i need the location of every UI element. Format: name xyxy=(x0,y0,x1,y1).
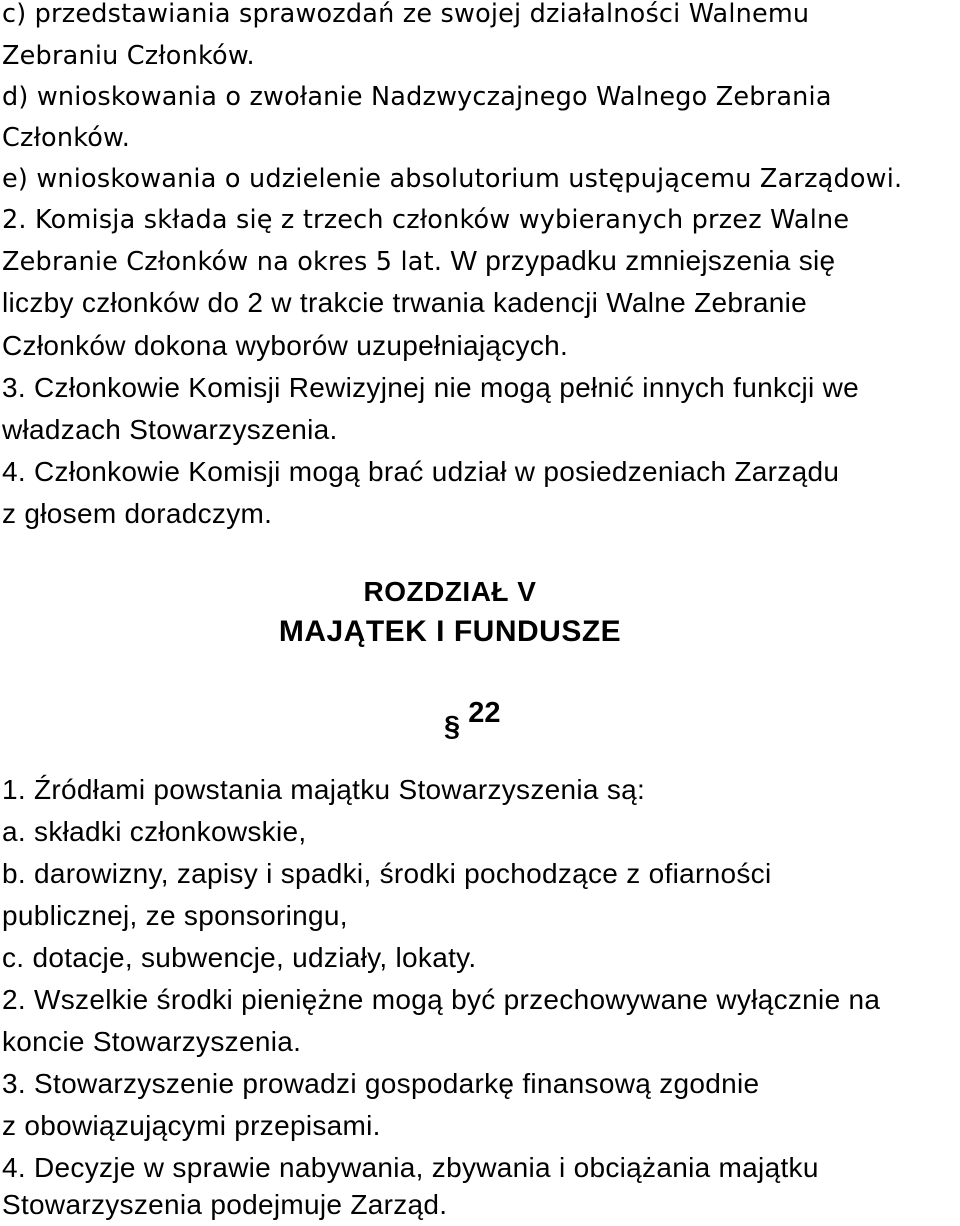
paragraph-line: koncie Stowarzyszenia. xyxy=(2,1026,302,1057)
paragraph-line: 2. Komisja składa się z trzech członków wybieranych przez Walne xyxy=(2,205,850,235)
section-heading xyxy=(444,697,501,743)
paragraph-line: Członków. xyxy=(2,123,131,153)
paragraph-line: c. dotacje, subwencje, udziały, lokaty. xyxy=(2,942,477,973)
paragraph-line: d) wnioskowania o zwołanie Nadzwyczajnego Walnego Zebrania xyxy=(2,82,832,112)
section-symbol: § xyxy=(444,711,461,743)
paragraph-line: e) wnioskowania o udzielenie absolutorium ustępującemu Zarządowi. xyxy=(2,164,903,194)
paragraph-line: b. darowizny, zapisy i spadki, środki pochodzące z ofiarności xyxy=(2,858,772,889)
paragraph-line: z obowiązującymi przepisami. xyxy=(2,1110,381,1141)
paragraph-line: a. składki członkowskie, xyxy=(2,816,307,847)
paragraph-line-mixed xyxy=(2,243,835,280)
paragraph-line: liczby członków do 2 w trakcie trwania kadencji Walne Zebranie xyxy=(2,287,808,318)
paragraph-line: publicznej, ze sponsoringu, xyxy=(2,900,348,931)
paragraph-segment: Zebranie Członków na okres 5 lat. xyxy=(2,247,451,277)
paragraph-segment: W przypadku zmniejszenia się xyxy=(450,245,836,276)
paragraph-line: 4. Członkowie Komisji mogą brać udział w posiedzeniach Zarządu xyxy=(2,456,840,487)
chapter-number-heading: ROZDZIAŁ V xyxy=(363,576,537,607)
paragraph-line: z głosem doradczym. xyxy=(2,498,273,529)
paragraph-line: Stowarzyszenia podejmuje Zarząd. xyxy=(2,1189,448,1220)
paragraph-line: 4. Decyzje w sprawie nabywania, zbywania i obciążania majątku xyxy=(2,1152,819,1183)
paragraph-line: 2. Wszelkie środki pieniężne mogą być przechowywane wyłącznie na xyxy=(2,984,881,1015)
chapter-title-heading: MAJĄTEK I FUNDUSZE xyxy=(278,615,622,648)
paragraph-line: 3. Stowarzyszenie prowadzi gospodarkę finansową zgodnie xyxy=(2,1068,760,1099)
paragraph-line: c) przedstawiania sprawozdań ze swojej działalności Walnemu xyxy=(2,0,810,29)
paragraph-line: 1. Źródłami powstania majątku Stowarzyszenia są: xyxy=(2,774,646,805)
paragraph-line: 3. Członkowie Komisji Rewizyjnej nie mogą pełnić innych funkcji we xyxy=(2,372,860,403)
paragraph-line: Członków dokona wyborów uzupełniających. xyxy=(2,330,569,361)
paragraph-line: Zebraniu Członków. xyxy=(2,41,255,71)
paragraph-line: władzach Stowarzyszenia. xyxy=(2,414,338,445)
section-number: 22 xyxy=(468,697,501,729)
